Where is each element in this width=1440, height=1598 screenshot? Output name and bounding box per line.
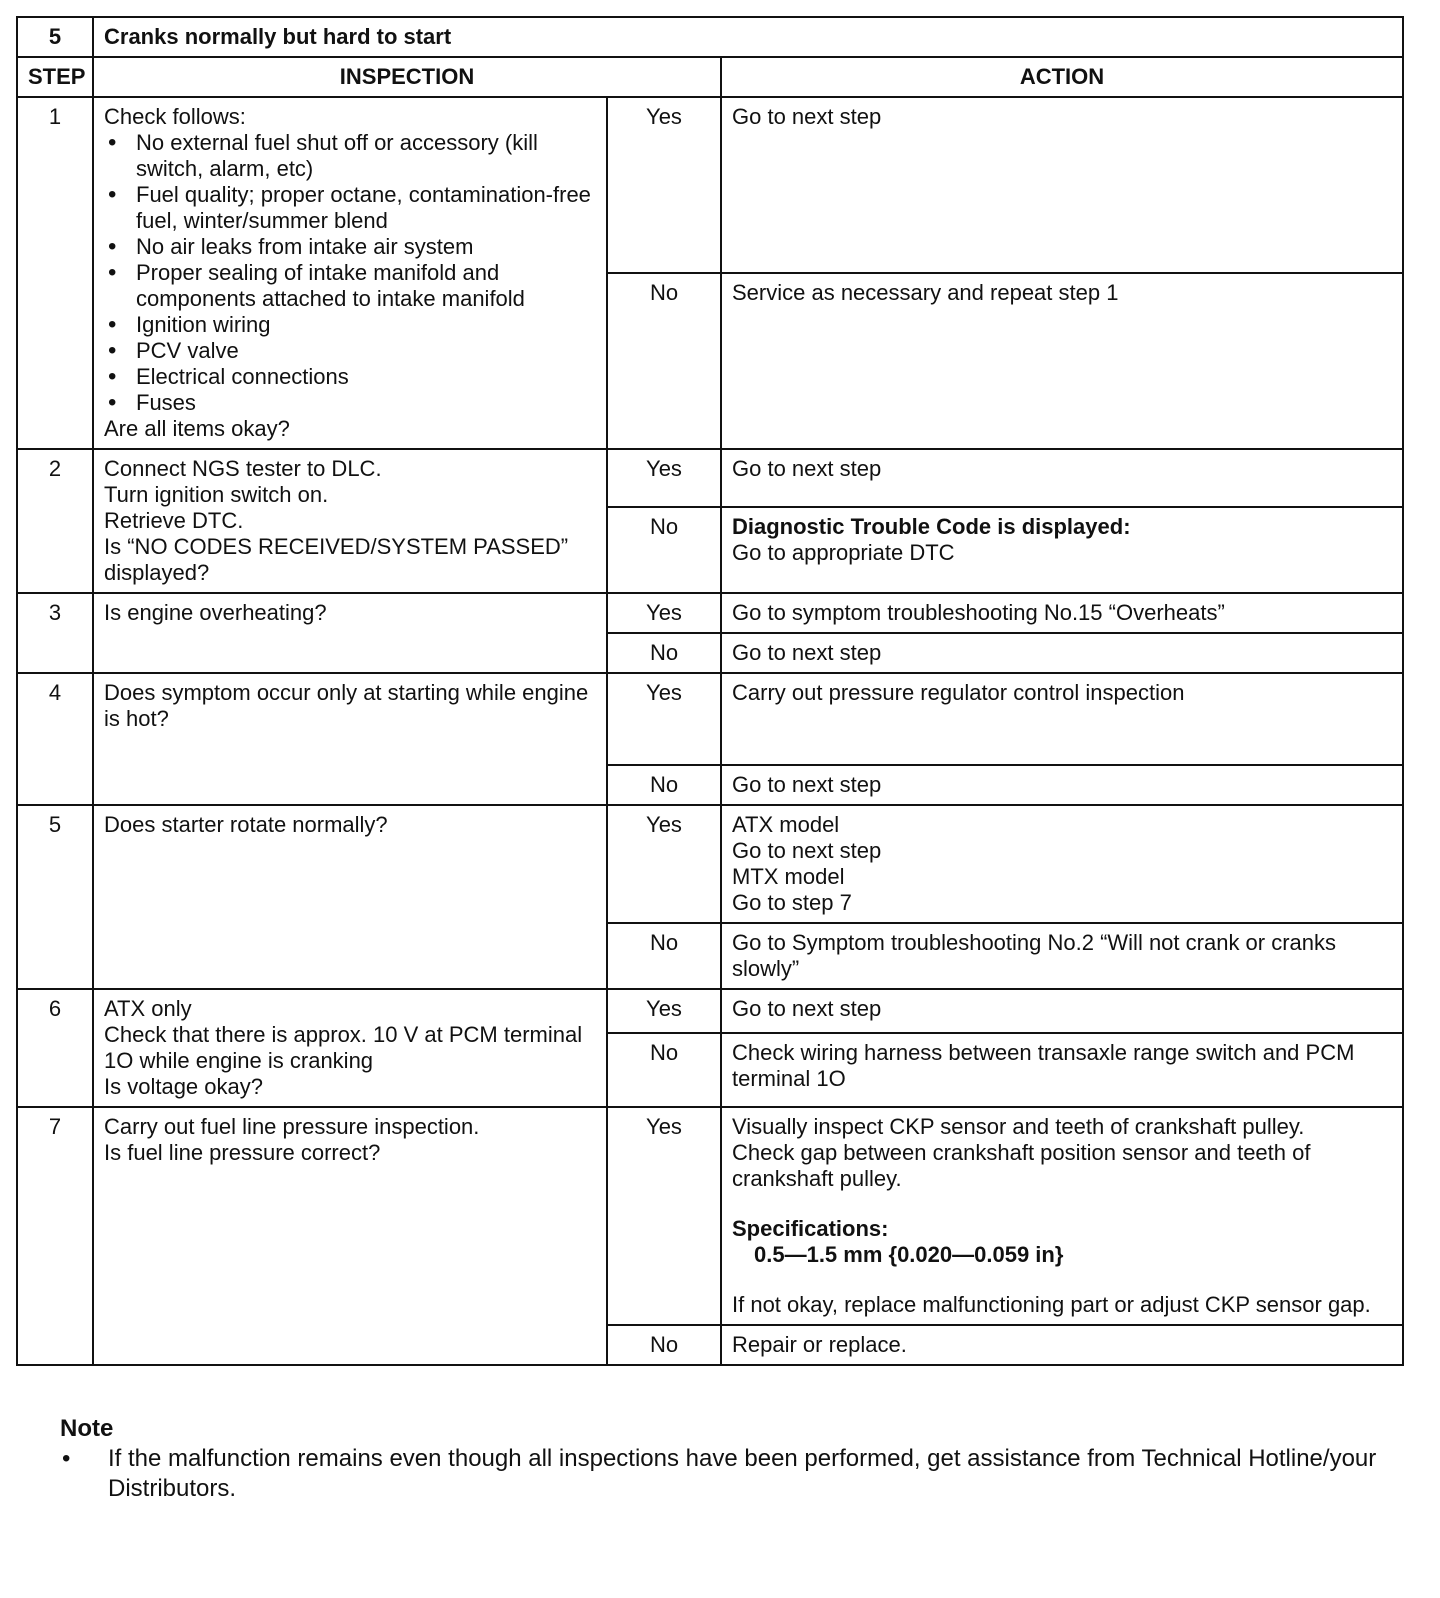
table-row [17, 449, 1403, 507]
spec-value: 0.5—1.5 mm {0.020—0.059 in} [754, 1242, 1064, 1267]
no-action-heading: Diagnostic Trouble Code is displayed: [732, 514, 1131, 539]
no-label: No [607, 507, 721, 593]
inspection-line: ATX only [104, 996, 192, 1021]
action-line: ATX model [732, 812, 840, 837]
table-row [17, 805, 1403, 923]
inspection-question: Are all items okay? [104, 416, 290, 441]
yes-label: Yes [607, 593, 721, 633]
list-item: • No external fuel shut off or accessory (kill switch, alarm, etc) [104, 130, 596, 182]
list-item: • Fuel quality; proper octane, contamination-free fuel, winter/summer blend [104, 182, 596, 234]
table-row [17, 593, 1403, 633]
inspection-question: Does starter rotate normally? [93, 805, 607, 989]
inspection-line: Retrieve DTC. [104, 508, 244, 533]
yes-action: Go to next step [721, 97, 1403, 273]
yes-action: Carry out pressure regulator control inspection [721, 673, 1403, 765]
inspection-line: Check that there is approx. 10 V at PCM terminal 1O while engine is cranking [104, 1022, 583, 1073]
step-inspection [93, 97, 607, 449]
spacer [732, 1268, 1392, 1292]
list-item: • No air leaks from intake air system [104, 234, 596, 260]
symptom-number: 5 [17, 17, 93, 57]
step-inspection [93, 1107, 607, 1365]
yes-action: Go to next step [721, 989, 1403, 1033]
yes-label: Yes [607, 989, 721, 1033]
no-label: No [607, 273, 721, 449]
step-number: 3 [17, 593, 93, 673]
action-line: Go to next step [732, 838, 882, 863]
inspection-intro: Check follows: [104, 104, 246, 129]
action-line: MTX model [732, 864, 845, 889]
yes-label: Yes [607, 449, 721, 507]
inspection-question: Is engine overheating? [93, 593, 607, 673]
step-number: 7 [17, 1107, 93, 1365]
action-line: Go to step 7 [732, 890, 852, 915]
step-number: 2 [17, 449, 93, 593]
action-text: Visually inspect CKP sensor and teeth of crankshaft pulley. [732, 1114, 1305, 1139]
no-action: Go to Symptom troubleshooting No.2 “Will not crank or cranks slowly” [721, 923, 1403, 989]
list-item: • Fuses [104, 390, 596, 416]
list-item: • Ignition wiring [104, 312, 596, 338]
symptom-title: Cranks normally but hard to start [93, 17, 1403, 57]
step-number: 1 [17, 97, 93, 449]
no-action: Repair or replace. [721, 1325, 1403, 1365]
list-item: • Proper sealing of intake manifold and components attached to intake manifold [104, 260, 596, 312]
spacer [732, 1192, 1392, 1216]
inspection-question: Does symptom occur only at starting while engine is hot? [93, 673, 607, 805]
inspection-question: Is voltage okay? [104, 1074, 263, 1099]
spec-title: Specifications: [732, 1216, 889, 1241]
troubleshooting-document [16, 16, 1402, 1366]
no-label: No [607, 633, 721, 673]
step-number: 5 [17, 805, 93, 989]
inspection-line: Carry out fuel line pressure inspection. [104, 1114, 480, 1139]
yes-label: Yes [607, 97, 721, 273]
note-text: • If the malfunction remains even though all inspections have been performed, get assistance from Technical Hotline/your Distributors. [60, 1444, 1400, 1504]
yes-label: Yes [607, 673, 721, 765]
col-header-step: STEP [17, 57, 93, 97]
yes-action: Go to symptom troubleshooting No.15 “Overheats” [721, 593, 1403, 633]
step-inspection [93, 449, 607, 593]
yes-action [721, 1107, 1403, 1325]
inspection-line: Turn ignition switch on. [104, 482, 329, 507]
list-item: • PCV valve [104, 338, 596, 364]
table-row [17, 673, 1403, 765]
yes-action: Go to next step [721, 449, 1403, 507]
no-action-text: Go to appropriate DTC [732, 540, 955, 565]
step-number: 6 [17, 989, 93, 1107]
col-header-inspection: INSPECTION [93, 57, 721, 97]
no-label: No [607, 1325, 721, 1365]
note-heading: Note [60, 1415, 114, 1442]
note-section [60, 1414, 1400, 1504]
inspection-line: Connect NGS tester to DLC. [104, 456, 382, 481]
table-title-row [17, 17, 1403, 57]
no-action: Check wiring harness between transaxle range switch and PCM terminal 1O [721, 1033, 1403, 1107]
inspection-checklist [104, 130, 596, 416]
column-header-row [17, 57, 1403, 97]
inspection-question: Is fuel line pressure correct? [104, 1140, 381, 1165]
yes-label: Yes [607, 1107, 721, 1325]
list-item: • Electrical connections [104, 364, 596, 390]
inspection-question: Is “NO CODES RECEIVED/SYSTEM PASSED” displayed? [104, 534, 569, 585]
yes-label: Yes [607, 805, 721, 923]
action-text: If not okay, replace malfunctioning part or adjust CKP sensor gap. [732, 1292, 1371, 1317]
no-action: Go to next step [721, 765, 1403, 805]
no-label: No [607, 923, 721, 989]
table-row [17, 1107, 1403, 1325]
step-inspection [93, 989, 607, 1107]
step-number: 4 [17, 673, 93, 805]
troubleshooting-table [16, 16, 1404, 1366]
col-header-action: ACTION [721, 57, 1403, 97]
action-text: Check gap between crankshaft position sensor and teeth of crankshaft pulley. [732, 1140, 1311, 1191]
no-action: Go to next step [721, 633, 1403, 673]
table-row [17, 97, 1403, 273]
no-label: No [607, 765, 721, 805]
no-action [721, 507, 1403, 593]
no-action: Service as necessary and repeat step 1 [721, 273, 1403, 449]
yes-action [721, 805, 1403, 923]
no-label: No [607, 1033, 721, 1107]
table-row [17, 989, 1403, 1033]
